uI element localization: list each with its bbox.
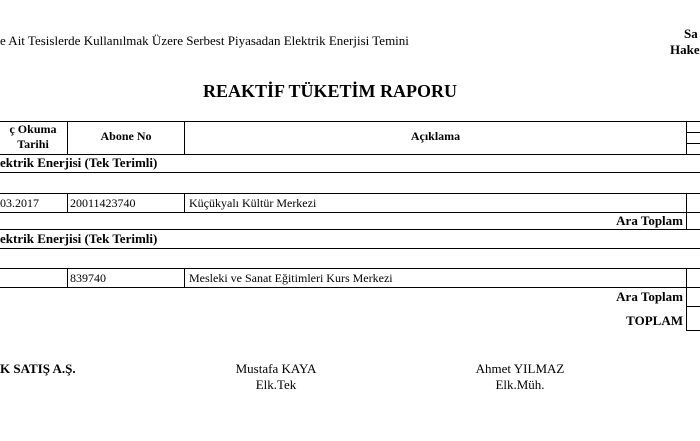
row-description: Mesleki ve Sanat Eğitimleri Kurs Merkezi xyxy=(189,271,393,285)
signature-title: Elk.Tek xyxy=(255,377,297,392)
col-header-description: Açıklama xyxy=(410,129,461,143)
total-label: TOPLAM xyxy=(626,313,683,328)
row-reading-date: 03.2017 xyxy=(0,196,39,210)
subtotal-label: Ara Toplam xyxy=(616,213,683,228)
signature-name: Mustafa KAYA xyxy=(235,361,317,376)
signature-company: K SATIŞ A.Ş. xyxy=(0,361,76,376)
row-description: Küçükyalı Kültür Merkezi xyxy=(189,196,317,210)
col-header-reading-date: ç Okuma Tarihi xyxy=(9,122,57,151)
header-right-line1: Sa xyxy=(684,26,698,41)
group-title: ektrik Enerjisi (Tek Terimli) xyxy=(0,231,158,246)
subtotal-label: Ara Toplam xyxy=(616,289,683,304)
document-subtitle: e Ait Tesislerde Kullanılmak Üzere Serbest Piyasadan Elektrik Enerjisi Temini xyxy=(0,33,409,48)
col-header-subscriber-no: Abone No xyxy=(100,129,152,143)
header-right-line2: Hake xyxy=(670,42,700,57)
signature-name: Ahmet YILMAZ xyxy=(475,361,565,376)
row-subscriber-no: 20011423740 xyxy=(70,196,136,210)
report-title: REAKTİF TÜKETİM RAPORU xyxy=(202,81,458,101)
row-subscriber-no: 839740 xyxy=(70,271,106,285)
signature-title: Elk.Müh. xyxy=(495,377,545,392)
group-title: ektrik Enerjisi (Tek Terimli) xyxy=(0,155,158,170)
